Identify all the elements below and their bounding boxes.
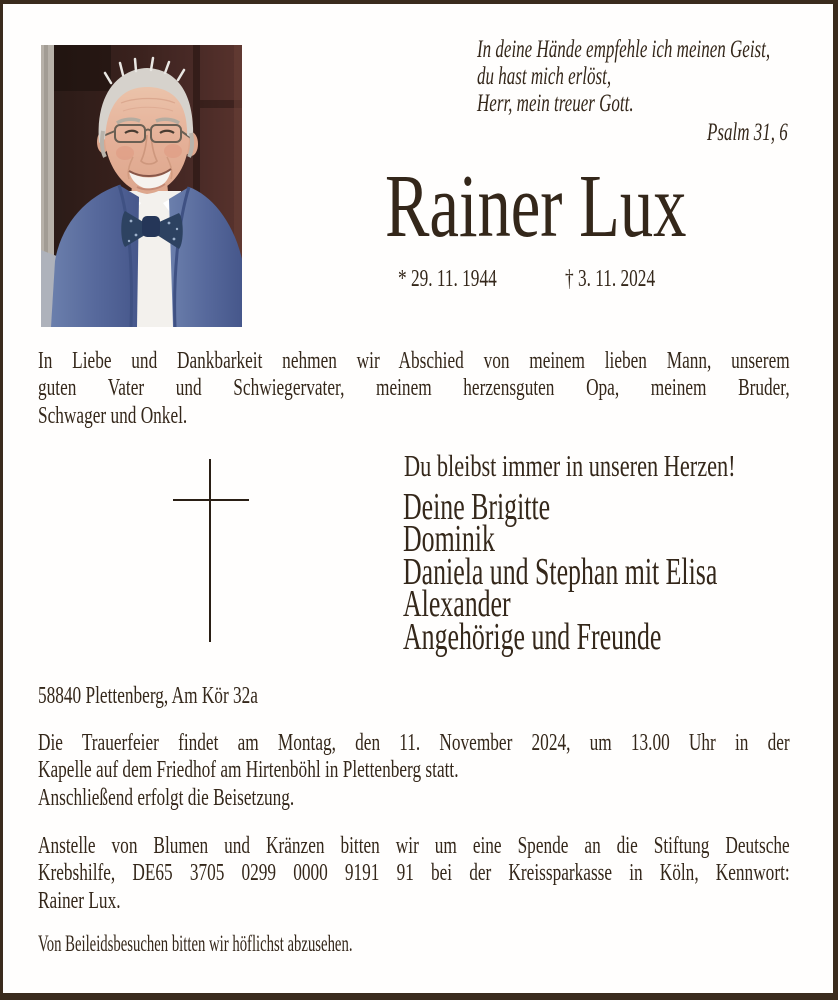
service-line: Anschließend erfolgt die Beisetzung. — [38, 784, 295, 811]
intro-line: Schwager und Onkel. — [38, 402, 188, 429]
intro-line: In Liebe und Dankbarkeit nehmen wir Abschied von meinem lieben Mann, unserem — [38, 348, 790, 374]
quote-line: du hast mich erlöst, — [477, 63, 612, 90]
service-line: Kapelle auf dem Friedhof am Hirtenböhl in Plettenberg statt. — [38, 757, 459, 784]
deceased-name: Rainer Lux — [385, 157, 687, 256]
donation-paragraph — [38, 833, 838, 915]
mourner-name: Deine Brigitte — [403, 486, 551, 528]
donation-line: Anstelle von Blumen und Kränzen bitten wir um eine Spende an die Stiftung Deutsche — [38, 833, 790, 859]
frame-top — [0, 0, 838, 4]
mourner-name: Angehörige und Freunde — [403, 615, 662, 658]
service-line: Die Trauerfeier findet am Montag, den 11. November 2024, um 13.00 Uhr in der — [38, 730, 790, 756]
intro-line: guten Vater und Schwiegervater, meinem herzensguten Opa, meinem Bruder, — [38, 375, 790, 402]
farewell-heading: Du bleibst immer in unseren Herzen! — [404, 448, 736, 483]
mourner-name: Daniela und Stephan mit Elisa — [403, 550, 718, 593]
frame-bottom — [0, 993, 838, 1000]
condolence-note: Von Beileidsbesuchen bitten wir höflichst abzusehen. — [38, 931, 353, 956]
service-paragraph — [38, 730, 838, 812]
death-date: † 3. 11. 2024 — [565, 266, 656, 292]
mourner-name: Dominik — [403, 518, 495, 561]
address-line: 58840 Plettenberg, Am Kör 32a — [38, 683, 258, 709]
quote-line: Herr, mein treuer Gott. — [477, 90, 634, 117]
quote-attribution: Psalm 31, 6 — [707, 119, 788, 146]
mourner-name: Alexander — [403, 583, 511, 626]
quote-line: In deine Hände empfehle ich meinen Geist, — [477, 36, 771, 63]
intro-paragraph — [38, 348, 838, 430]
bible-quote — [477, 36, 788, 146]
portrait-illustration — [41, 45, 242, 327]
cross-icon — [209, 459, 211, 642]
donation-line: Rainer Lux. — [38, 887, 121, 914]
birth-date: * 29. 11. 1944 — [398, 266, 497, 292]
portrait-photo — [41, 45, 242, 327]
frame-left — [0, 0, 3, 1000]
mourners-list — [403, 486, 838, 658]
cross-icon — [173, 499, 249, 501]
donation-line: Krebshilfe, DE65 3705 0299 0000 9191 91 bei der Kreissparkasse in Köln, Kennwort: — [38, 860, 790, 887]
